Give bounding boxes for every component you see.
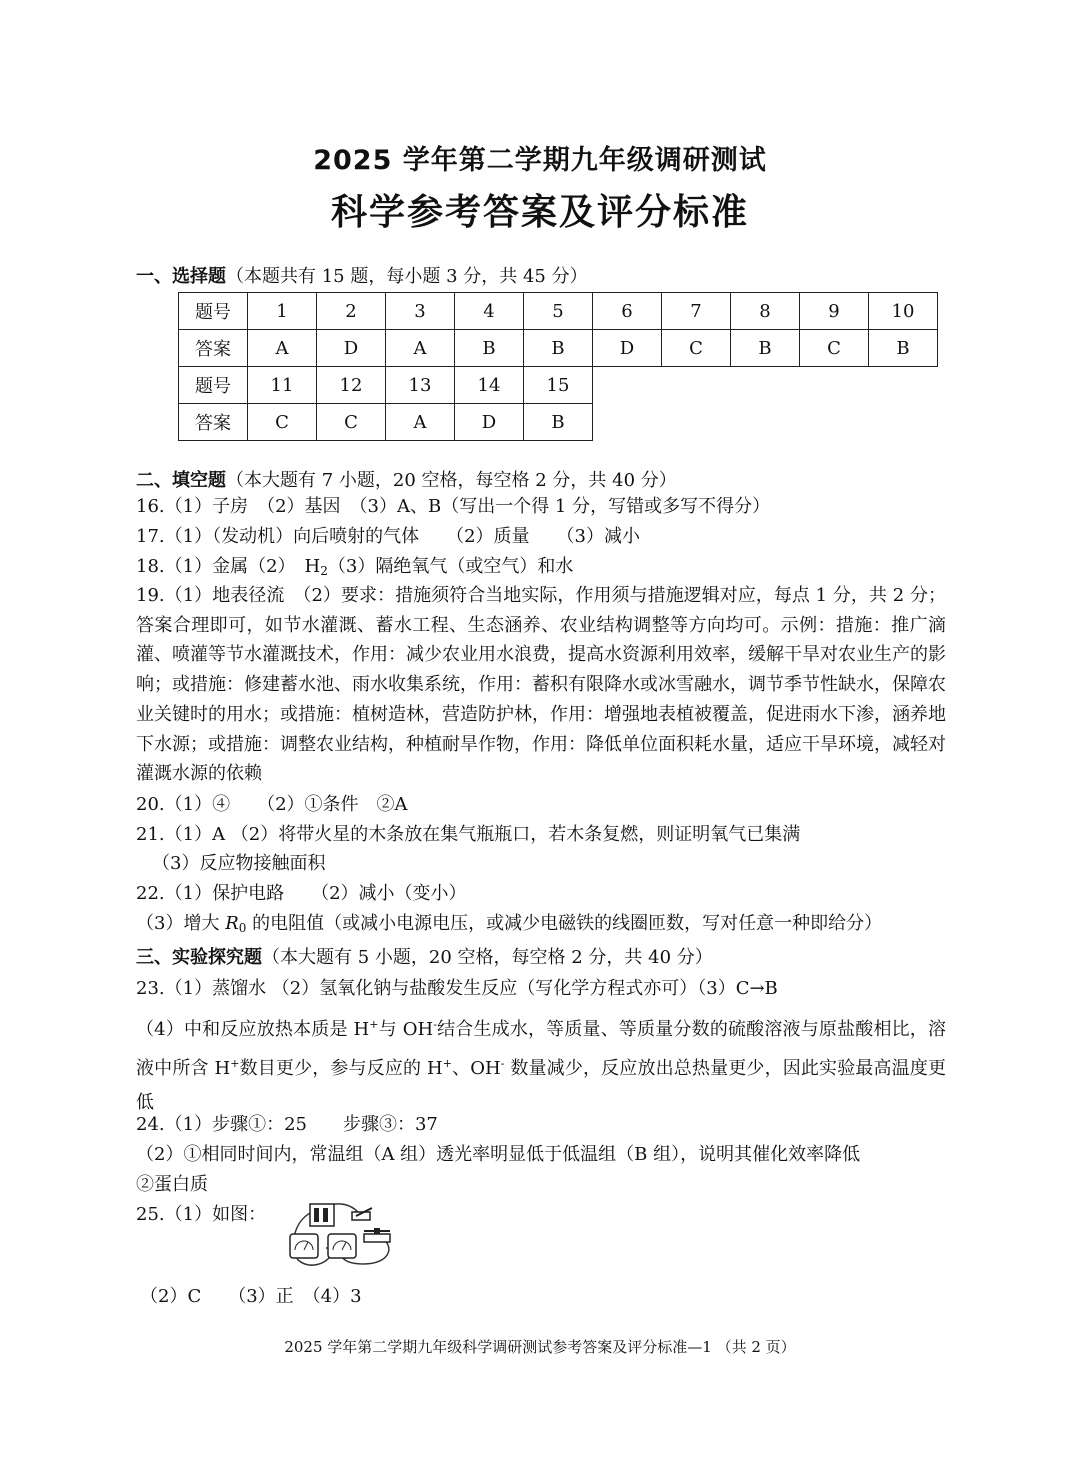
answer-25-line1: 25.（1）如图： xyxy=(136,1204,267,1225)
question-number: 15 xyxy=(524,367,593,404)
row-label: 答案 xyxy=(179,330,248,367)
answer-cell: B xyxy=(524,330,593,367)
answer-18 xyxy=(136,556,946,582)
question-number: 13 xyxy=(386,367,455,404)
text-fragment: 结合生成水，等质量、等质量分数的硫酸溶液与原盐酸相比，溶液中所含 H xyxy=(136,1019,946,1079)
answer-cell: D xyxy=(317,330,386,367)
choice-answer-table xyxy=(178,292,938,441)
answer-cell: B xyxy=(455,330,524,367)
answer-cell: C xyxy=(800,330,869,367)
answer-cell: B xyxy=(869,330,938,367)
resistor-symbol: R xyxy=(225,913,239,934)
empty-cell xyxy=(869,367,938,404)
section3-title: 三、实验探究题 xyxy=(136,947,262,968)
question-number: 6 xyxy=(593,293,662,330)
empty-cell xyxy=(800,404,869,441)
answer-24-line1: 24.（1）步骤①：25 步骤③：37 xyxy=(136,1114,438,1135)
question-number: 4 xyxy=(455,293,524,330)
question-number: 3 xyxy=(386,293,455,330)
answer-18-part2: （3）隔绝氧气（或空气）和水 xyxy=(327,556,574,577)
row-label: 题号 xyxy=(179,293,248,330)
resistor-subscript: 0 xyxy=(238,921,247,935)
battery-icon xyxy=(310,1204,334,1226)
superscript: + xyxy=(230,1057,240,1070)
text-fragment: 数目更少，参与反应的 H xyxy=(239,1058,443,1079)
question-number: 2 xyxy=(317,293,386,330)
answer-17: 17.（1）（发动机）向后喷射的气体 （2）质量 （3）减小 xyxy=(136,526,640,547)
row-label: 答案 xyxy=(179,404,248,441)
question-number: 14 xyxy=(455,367,524,404)
empty-cell xyxy=(593,367,662,404)
question-number: 11 xyxy=(248,367,317,404)
question-number: 10 xyxy=(869,293,938,330)
answer-20: 20.（1）④ （2）①条件 ②A xyxy=(136,794,408,815)
text-fragment: 数量减少，反应放出总热量更少，因此实验最高温度更低 xyxy=(136,1058,946,1113)
empty-cell xyxy=(800,367,869,404)
voltmeter-icon xyxy=(328,1234,356,1258)
answer-19: 19.（1）地表径流 （2）要求：措施须符合当地实际，作用须与措施逻辑对应，每点 1 分，共 2 分；答案合理即可，如节水灌溉、蓄水工程、生态涵养、农业结构调整等方向均可。示例：措施：推广滴灌、喷灌等节水灌溉技术，作用：减少农业用水浪费，提高水资源利用效率，缓解干旱对农业生产的影响；或措施：修建蓄水池、雨水收集系统，作用：蓄积有限降水或冰雪融水，调节季节性缺水，保障农业关键时的用水；或措施：植树造林，营造防护林，作用：增强地表植被覆盖，促进雨水下渗，涵养地下水源；或措施：调整农业结构，种植耐旱作物，作用：降低单位面积耗水量，适应干旱环境，减轻对灌溉水源的依赖 xyxy=(136,585,946,785)
answer-18-part1: 18.（1）金属（2） H xyxy=(136,556,321,577)
section1-heading xyxy=(136,262,588,288)
empty-cell xyxy=(662,367,731,404)
answer-cell: A xyxy=(386,330,455,367)
table-row xyxy=(179,367,938,404)
section2-title: 二、填空题 xyxy=(136,470,226,491)
empty-cell xyxy=(593,404,662,441)
superscript: + xyxy=(369,1018,379,1031)
section1-note: （本题共有 15 题，每小题 3 分，共 45 分） xyxy=(226,266,588,287)
exam-title: 2025 学年第二学期九年级调研测试 xyxy=(313,145,767,176)
answer-22-part2: 的电阻值（或减小电源电压，或减少电磁铁的线圈匝数，写对任意一种即给分） xyxy=(246,913,883,934)
text-fragment: 、OH xyxy=(451,1058,501,1079)
section3-heading xyxy=(136,943,713,969)
empty-cell xyxy=(731,404,800,441)
question-number: 1 xyxy=(248,293,317,330)
answer-21-line2: （3）反应物接触面积 xyxy=(152,853,326,874)
section1-title: 一、选择题 xyxy=(136,266,226,287)
question-number: 8 xyxy=(731,293,800,330)
table-row xyxy=(179,293,938,330)
answer-24-line2: （2）①相同时间内，常温组（A 组）透光率明显低于低温组（B 组），说明其催化效率降低 xyxy=(136,1144,861,1165)
text-fragment: 与 OH xyxy=(378,1019,434,1040)
answer-cell: A xyxy=(248,330,317,367)
answer-24-line3: ②蛋白质 xyxy=(136,1174,208,1195)
question-number: 5 xyxy=(524,293,593,330)
answer-cell: D xyxy=(455,404,524,441)
rheostat-icon xyxy=(364,1228,390,1242)
text-fragment: （4）中和反应放热本质是 H xyxy=(136,1019,370,1040)
answer-23-line1: 23.（1）蒸馏水 （2）氢氧化钠与盐酸发生反应（写化学方程式亦可）（3）C→B xyxy=(136,978,778,999)
answer-cell: C xyxy=(248,404,317,441)
answer-16: 16.（1）子房 （2）基因 （3）A、B（写出一个得 1 分，写错或多写不得分） xyxy=(136,496,771,517)
empty-cell xyxy=(731,367,800,404)
answer-cell: A xyxy=(386,404,455,441)
table-row xyxy=(179,404,938,441)
answer-cell: B xyxy=(524,404,593,441)
document-title: 科学参考答案及评分标准 xyxy=(330,192,749,233)
answer-23-line2 xyxy=(136,1008,946,1120)
question-number: 7 xyxy=(662,293,731,330)
answer-18-subscript: 2 xyxy=(320,564,328,578)
superscript: - xyxy=(433,1018,437,1031)
superscript: - xyxy=(500,1057,505,1070)
answer-cell: C xyxy=(317,404,386,441)
ammeter-icon xyxy=(290,1234,318,1258)
answer-22-part1: （3）增大 xyxy=(136,913,226,934)
answer-cell: B xyxy=(731,330,800,367)
superscript: + xyxy=(442,1057,452,1070)
circuit-diagram xyxy=(286,1198,406,1270)
answer-25-line2: （2）C （3）正 （4）3 xyxy=(140,1286,362,1307)
empty-cell xyxy=(662,404,731,441)
section2-note: （本大题有 7 小题，20 空格，每空格 2 分，共 40 分） xyxy=(226,470,677,491)
section3-note: （本大题有 5 小题，20 空格，每空格 2 分，共 40 分） xyxy=(262,947,713,968)
question-number: 12 xyxy=(317,367,386,404)
answer-22-line1: 22.（1）保护电路 （2）减小（变小） xyxy=(136,883,467,904)
answer-21-line1: 21.（1）A （2）将带火星的木条放在集气瓶瓶口，若木条复燃，则证明氧气已集满 xyxy=(136,824,801,845)
answer-cell: C xyxy=(662,330,731,367)
section2-heading xyxy=(136,466,677,492)
empty-cell xyxy=(869,404,938,441)
table-row xyxy=(179,330,938,367)
page-footer: 2025 学年第二学期九年级科学调研测试参考答案及评分标准—1 （共 2 页） xyxy=(284,1338,796,1356)
answer-cell: D xyxy=(593,330,662,367)
row-label: 题号 xyxy=(179,367,248,404)
question-number: 9 xyxy=(800,293,869,330)
answer-22-line2 xyxy=(136,913,946,939)
